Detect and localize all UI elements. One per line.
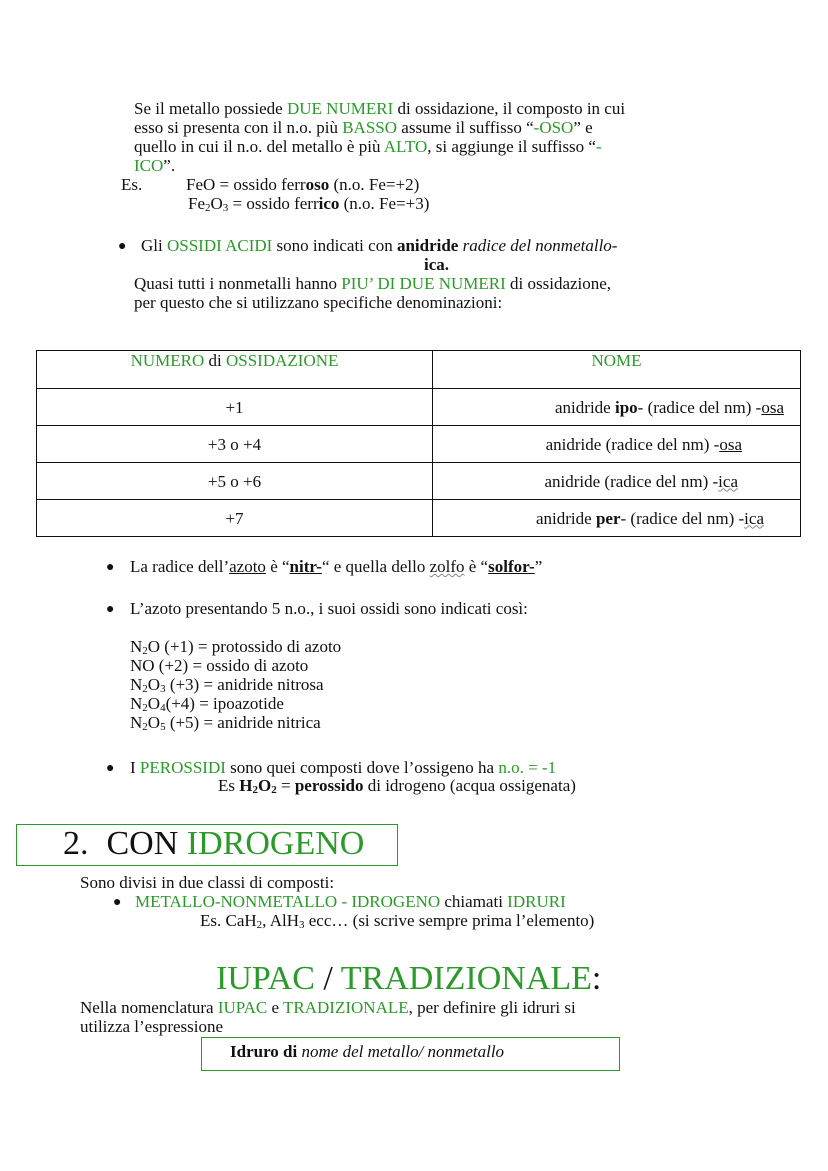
list-item: $N_2O_5$ (+5) = anidride nitrica: [130, 713, 321, 733]
table-header-row: [37, 351, 801, 389]
table-cell-no: +1: [37, 389, 433, 426]
section-heading-idrogeno: 2. CON IDROGENO: [16, 824, 398, 866]
list-item: NO (+2) = ossido di azoto: [130, 656, 309, 675]
ossidi-acidi-ica: ica.: [424, 255, 450, 274]
table-cell-no: +7: [37, 500, 433, 537]
table-row: [37, 389, 801, 426]
example-label: Es.: [121, 175, 143, 194]
bullet-icon: ●: [113, 895, 122, 910]
bullet-icon: ●: [106, 560, 115, 575]
line: Se il metallo possiede DUE NUMERI di ossidazione, il composto in cui: [134, 99, 626, 118]
table-cell-nome: anidride (radice del nm) -ica: [433, 463, 801, 500]
idruro-formula-box: Idruro di nome del metallo/ nonmetallo: [201, 1037, 620, 1071]
table-row: [37, 463, 801, 500]
example-fe2o3: $Fe_2O_3$ = ossido ferrico (n.o. Fe=+3): [188, 194, 430, 214]
table-row: [37, 426, 801, 463]
classi-item: METALLO-NONMETALLO - IDROGENO chiamati IDRURI: [135, 892, 566, 911]
header-nome: NOME: [433, 351, 801, 389]
line: Nella nomenclatura IUPAC e TRADIZIONALE, per definire gli idruri si: [80, 998, 576, 1017]
table-cell-nome: anidride (radice del nm) -osa: [433, 426, 801, 463]
perossidi-line: I PEROSSIDI sono quei composti dove l’ossigeno ha n.o. = -1: [130, 758, 557, 777]
iupac-heading: IUPAC / TRADIZIONALE:: [216, 960, 602, 997]
table-cell-no: +3 o +4: [37, 426, 433, 463]
iupac-paragraph: [80, 998, 780, 1036]
list-item: $N_2O_3$ (+3) = anidride nitrosa: [130, 675, 324, 695]
list-item: $N_2O$ (+1) = protossido di azoto: [130, 637, 342, 657]
line: quello in cui il n.o. del metallo è più ALTO, si aggiunge il suffisso “-: [134, 137, 602, 156]
azoto-oxides-list: [130, 637, 341, 732]
bullet-icon: ●: [106, 761, 115, 776]
azoto-intro: L’azoto presentando 5 n.o., i suoi ossidi sono indicati così:: [130, 599, 528, 618]
table-cell-no: +5 o +6: [37, 463, 433, 500]
table-cell-nome: anidride per- (radice del nm) -ica: [433, 500, 801, 537]
line: Quasi tutti i nonmetalli hanno PIU’ DI DUE NUMERI di ossidazione,: [134, 274, 612, 293]
line: utilizza l’espressione: [80, 1017, 224, 1036]
paragraph-suffix: [134, 99, 814, 175]
list-item: $N_2O_4(+4)$ = ipoazotide: [130, 694, 284, 714]
table-row: [37, 500, 801, 537]
line: per questo che si utilizzano specifiche denominazioni:: [134, 293, 503, 312]
classi-example: Es. CaH$_2$, AlH$_3$ ecc… (si scrive sempre prima l’elemento): [200, 911, 595, 931]
ossidi-acidi-line: Gli OSSIDI ACIDI sono indicati con anidride radice del nonmetallo-: [141, 236, 618, 255]
example-feo: FeO = ossido ferroso (n.o. Fe=+2): [186, 175, 420, 194]
quasi-tutti-paragraph: [134, 274, 814, 312]
radice-line: La radice dell’azoto è “nitr-“ e quella dello zolfo è “solfor-”: [130, 557, 543, 576]
line: ICO”.: [134, 156, 176, 175]
line: esso si presenta con il n.o. più BASSO assume il suffisso “-OSO” e: [134, 118, 593, 137]
table-cell-nome: anidride ipo- (radice del nm) -osa: [433, 389, 801, 426]
header-numero: NUMERO di OSSIDAZIONE: [37, 351, 433, 389]
bullet-icon: ●: [118, 239, 127, 254]
oxidation-table: [36, 350, 801, 537]
perossidi-example: Es $H_2O_2$ = perossido di idrogeno (acqua ossigenata): [218, 776, 576, 796]
bullet-icon: ●: [106, 602, 115, 617]
classi-intro: Sono divisi in due classi di composti:: [80, 873, 335, 892]
